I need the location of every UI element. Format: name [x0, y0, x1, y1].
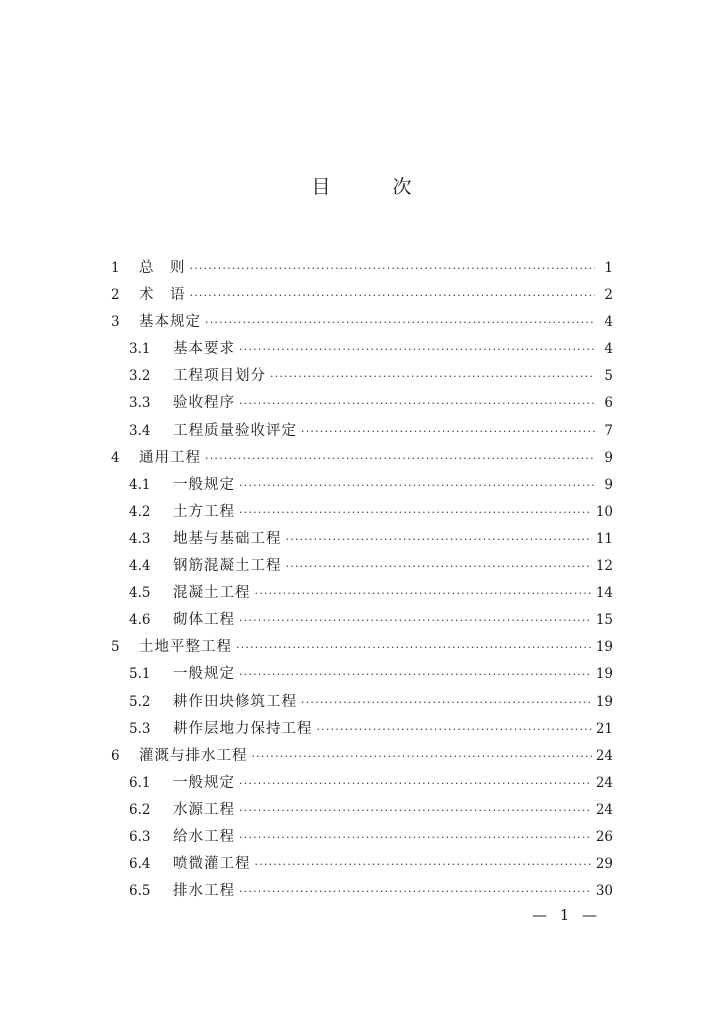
toc-entry-page: 19 — [595, 639, 613, 656]
toc-entry-number: 5 — [111, 639, 120, 656]
toc-entry-number: 6.2 — [129, 801, 151, 818]
toc-entry-number: 3 — [111, 314, 120, 331]
toc-entry-number: 4.1 — [129, 476, 151, 493]
dot-leader — [239, 797, 592, 824]
dot-leader — [317, 716, 592, 743]
toc-entry-page: 30 — [595, 883, 613, 900]
toc-entry-title: 一般规定 — [173, 666, 235, 683]
toc-entry-number: 3.3 — [129, 395, 151, 412]
toc-entry-page: 11 — [595, 530, 613, 547]
toc-entry-title: 耕作田块修筑工程 — [173, 693, 297, 710]
toc-subsection-entry — [111, 336, 613, 363]
toc-entry-page: 21 — [595, 720, 613, 737]
dot-leader — [239, 336, 595, 363]
toc-entry-number: 4.6 — [129, 612, 151, 629]
toc-entry-title: 水源工程 — [173, 801, 235, 818]
toc-entry-title: 通用工程 — [139, 449, 201, 466]
dot-leader — [301, 418, 595, 445]
toc-entry-number: 4 — [111, 449, 120, 466]
toc-subsection-entry — [111, 418, 613, 445]
toc-entry-page: 1 — [604, 260, 613, 276]
dot-leader — [190, 255, 596, 282]
toc-subsection-entry — [111, 770, 613, 797]
toc-subsection-entry — [111, 553, 613, 580]
toc-entry-page: 7 — [604, 422, 613, 439]
toc-entry-title: 一般规定 — [173, 476, 235, 493]
toc-subsection-entry — [111, 878, 613, 905]
dot-leader — [239, 770, 592, 797]
toc-subsection-entry — [111, 499, 613, 526]
page-title: 目 次 — [311, 176, 440, 198]
toc-entry-page: 4 — [604, 341, 613, 358]
toc-entry-title: 工程项目划分 — [173, 368, 266, 385]
toc-entry-page: 24 — [595, 801, 613, 818]
toc-subsection-entry — [111, 390, 613, 417]
toc-entry-title: 地基与基础工程 — [173, 530, 282, 547]
toc-entry-page: 4 — [604, 314, 613, 331]
toc-entry-number: 6.5 — [129, 883, 151, 900]
toc-subsection-entry — [111, 607, 613, 634]
toc-entry-page: 15 — [595, 612, 613, 629]
toc-entry-number: 5.3 — [129, 720, 151, 737]
toc-entry-page: 10 — [595, 503, 613, 520]
page-number: — 1 — — [532, 906, 602, 924]
toc-subsection-entry — [111, 661, 613, 688]
toc-entry-page: 19 — [595, 693, 613, 710]
toc-chapter-entry — [111, 309, 613, 336]
toc-entry-number: 4.4 — [129, 558, 151, 575]
toc-chapter-entry — [111, 634, 613, 661]
toc-subsection-entry — [111, 716, 613, 743]
toc-entry-page: 26 — [595, 828, 613, 845]
toc-entry-title: 术 语 — [139, 287, 186, 304]
toc-entry-number: 3.2 — [129, 368, 151, 385]
dot-leader — [270, 363, 595, 390]
toc-subsection-entry — [111, 472, 613, 499]
toc-chapter-entry — [111, 255, 613, 282]
toc-subsection-entry — [111, 580, 613, 607]
toc-entry-number: 3.4 — [129, 422, 151, 439]
toc-entry-title: 工程质量验收评定 — [173, 422, 297, 439]
toc-entry-title: 基本要求 — [173, 341, 235, 358]
toc-subsection-entry — [111, 824, 613, 851]
toc-entry-page: 9 — [604, 449, 613, 466]
toc-entry-page: 12 — [595, 558, 613, 575]
toc-entry-title: 验收程序 — [173, 395, 235, 412]
toc-chapter-entry — [111, 445, 613, 472]
toc-entry-number: 5.1 — [129, 666, 151, 683]
toc-entry-number: 4.3 — [129, 530, 151, 547]
toc-entry-title: 耕作层地力保持工程 — [173, 720, 313, 737]
toc-subsection-entry — [111, 851, 613, 878]
toc-entry-number: 6.3 — [129, 828, 151, 845]
toc-entry-title: 总 则 — [139, 260, 186, 276]
dot-leader — [255, 580, 592, 607]
toc-entry-title: 砌体工程 — [173, 612, 235, 629]
toc-entry-number: 6.1 — [129, 774, 151, 791]
dot-leader — [252, 743, 592, 770]
toc-entry-page: 29 — [595, 856, 613, 873]
toc-entry-title: 喷微灌工程 — [173, 856, 251, 873]
toc-subsection-entry — [111, 797, 613, 824]
dot-leader — [205, 309, 595, 336]
toc-subsection-entry — [111, 363, 613, 390]
toc-entry-number: 4.5 — [129, 585, 151, 602]
dot-leader — [236, 634, 592, 661]
toc-entry-page: 24 — [595, 774, 613, 791]
toc-entry-number: 3.1 — [129, 341, 151, 358]
toc-entry-title: 基本规定 — [139, 314, 201, 331]
dot-leader — [205, 445, 595, 472]
toc-entry-page: 24 — [595, 747, 613, 764]
dot-leader — [239, 472, 595, 499]
dot-leader — [190, 282, 596, 309]
dot-leader — [239, 390, 595, 417]
toc-entry-title: 土方工程 — [173, 503, 235, 520]
toc-chapter-entry — [111, 743, 613, 770]
toc-entry-page: 9 — [604, 476, 613, 493]
dot-leader — [239, 499, 592, 526]
dot-leader — [286, 526, 592, 553]
dot-leader — [255, 851, 592, 878]
toc-entry-page: 6 — [604, 395, 613, 412]
toc-subsection-entry — [111, 689, 613, 716]
toc-entry-title: 给水工程 — [173, 828, 235, 845]
toc-entry-title: 排水工程 — [173, 883, 235, 900]
toc-entry-number: 5.2 — [129, 693, 151, 710]
toc-entry-title: 混凝土工程 — [173, 585, 251, 602]
toc-entry-number: 4.2 — [129, 503, 151, 520]
toc-chapter-entry — [111, 282, 613, 309]
dot-leader — [239, 878, 592, 905]
toc-entry-number: 1 — [111, 260, 120, 276]
toc-subsection-entry — [111, 526, 613, 553]
toc-entry-number: 2 — [111, 287, 120, 304]
toc-entry-number: 6.4 — [129, 856, 151, 873]
dot-leader — [301, 689, 592, 716]
dot-leader — [286, 553, 592, 580]
toc-entry-title: 一般规定 — [173, 774, 235, 791]
toc-entry-title: 钢筋混凝土工程 — [173, 558, 282, 575]
toc-entry-page: 19 — [595, 666, 613, 683]
toc-entry-page: 14 — [595, 585, 613, 602]
toc-entry-number: 6 — [111, 747, 120, 764]
toc-entry-page: 2 — [604, 287, 613, 304]
dot-leader — [239, 661, 592, 688]
dot-leader — [239, 607, 592, 634]
toc-entry-title: 土地平整工程 — [139, 639, 232, 656]
toc-entry-page: 5 — [604, 368, 613, 385]
table-of-contents — [111, 255, 613, 905]
toc-entry-title: 灌溉与排水工程 — [139, 747, 248, 764]
dot-leader — [239, 824, 592, 851]
